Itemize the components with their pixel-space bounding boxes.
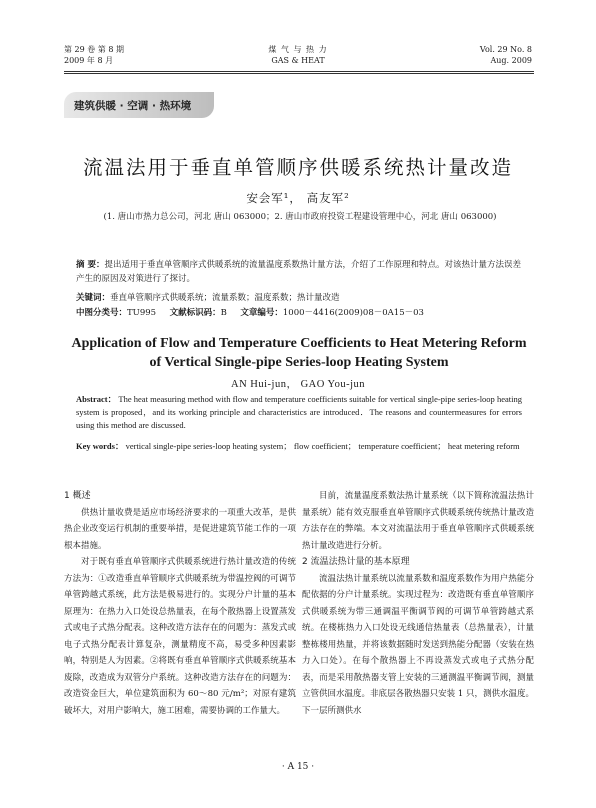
doc-code-value: B bbox=[220, 308, 227, 318]
keywords-cn bbox=[76, 291, 522, 305]
header-rule-thin bbox=[64, 73, 534, 74]
keywords-en-text: vertical single-pipe series-loop heating system； flow coefficient； temperature coefficient； heat metering reform bbox=[125, 441, 520, 451]
abstract-en-text: The heat measuring method with flow and temperature coefficients suitable for vertical single-pipe series-loop heating system is proposed，and its working principle and characteristics are introduced．The reasons and countermeasures for errors using this method are discussed. bbox=[76, 394, 522, 430]
abstract-en-label: Abstract： bbox=[76, 394, 117, 404]
abstract-cn-text: 提出适用于垂直单管顺序式供暖系统的流量温度系数热计量方法，介绍了工作原理和特点。对该热计量方法误差产生的原因及对策进行了探讨。 bbox=[76, 260, 521, 284]
abstract-en bbox=[76, 393, 522, 432]
date-cn: 2009 年 8 月 bbox=[64, 56, 114, 65]
keywords-en bbox=[76, 440, 522, 453]
header-rule bbox=[64, 71, 534, 72]
keywords-cn-text: 垂直单管顺序式供暖系统；流量系数；温度系数；热计量改造 bbox=[110, 293, 340, 303]
date-en: Aug. 2009 bbox=[490, 56, 532, 65]
classification-line bbox=[76, 306, 522, 320]
volume-issue-cn: 第 29 卷 第 8 期 bbox=[64, 45, 124, 54]
journal-name-en: GAS & HEAT bbox=[271, 56, 325, 65]
section-1-paragraph-2: 对于既有垂直单管顺序式供暖系统进行热计量改造的传统方法为：①改造垂直单管顺序式供暖系统为带温控阀的可调节单管跨越式系统，此方法是极易进行的。实现分户计量的基本原理为：在热力入口处设总热量表，在每个散热器上设置蒸发式或电子式热分配表。这种改造方法存在的问题为：蒸发式或电子式热分配表计算复杂，测量精度不高，易受多种因素影响，特别是人为因素。②将既有垂直单管顺序式供暖系统基本废除，改造成为双管分户系统。这种改造方法存在的问题为：改造资金巨大，单位建筑面积为 60～80 元/m²；对原有建筑破坏大，对用户影响大，施工困难，需要协调的工作量大。 bbox=[64, 557, 296, 716]
intro-paragraph-3: 目前，流量温度系数法热计量系统（以下简称流温法热计量系统）能有效克服垂直单管顺序式供暖系统传统热计量改造方法存在的弊端。本文对流温法用于垂直单管顺序式供暖系统热计量改造进行分析。 bbox=[302, 491, 534, 551]
keywords-en-label: Key words： bbox=[76, 441, 124, 451]
section-banner bbox=[64, 92, 214, 118]
section-1-paragraph-1: 供热计量收费是适应市场经济要求的一项重大改革，是供热企业改变运行机制的重要举措，是促进建筑节能工作的一项根本措施。 bbox=[64, 507, 296, 551]
article-no-label: 文章编号： bbox=[240, 308, 283, 318]
abstract-cn bbox=[76, 258, 522, 286]
keywords-cn-label: 关键词： bbox=[76, 293, 111, 303]
journal-volume-issue-en bbox=[480, 44, 532, 66]
section-2-heading: 2 流温法热计量的基本原理 bbox=[302, 557, 410, 567]
clc-label: 中图分类号： bbox=[76, 308, 128, 318]
article-title-cn: 流温法用于垂直单管顺序供暖系统热计量改造 bbox=[82, 156, 513, 179]
authors-cn: 安会军¹， 高友军² bbox=[246, 191, 350, 205]
doc-code-label: 文献标识码： bbox=[169, 308, 221, 318]
article-title-en: Application of Flow and Temperature Coefficients to Heat Metering Reform of Vertical Single-pipe Series-loop Heating System bbox=[71, 336, 527, 370]
abstract-cn-label: 摘 要： bbox=[76, 260, 105, 270]
body-right-column bbox=[302, 488, 534, 719]
section-2-paragraph-1: 流温法热计量系统以流量系数和温度系数作为用户热能分配依据的分户计量系统。实现过程为：改造既有垂直单管顺序式供暖系统为带三通调温平衡调节阀的可调节单管跨越式系统。在楼栋热力入口处设无线通信热量表（总热量表），计量整栋楼用热量，并将该数据随时发送到热能分配器（安装在热力入口处）。在每个散热器上不再设蒸发式或电子式热分配表，而是采用散热器支管上安装的三通测温平衡调节阀，测量立管供回水温度。非底层各散热器只安装 1 只，测供水温度。下一层所测供水 bbox=[302, 573, 534, 716]
affiliation-cn: (1. 唐山市热力总公司，河北 唐山 063000；2. 唐山市政府投资工程建设管理中心，河北 唐山 063000) bbox=[103, 212, 497, 222]
journal-name-cn: 煤 气 与 热 力 bbox=[268, 45, 328, 54]
body-left-column bbox=[64, 488, 296, 719]
section-banner-label: 建筑供暖 · 空调 · 热环境 bbox=[74, 100, 192, 112]
clc-value: TU995 bbox=[127, 308, 157, 318]
article-no-value: 1000－4416(2009)08－0A15－03 bbox=[282, 308, 424, 318]
page-number: · A 15 · bbox=[281, 762, 315, 772]
section-1-heading: 1 概述 bbox=[64, 491, 91, 501]
volume-issue-en: Vol. 29 No. 8 bbox=[479, 45, 532, 54]
authors-en: AN Hui-jun， GAO You-jun bbox=[230, 379, 365, 390]
